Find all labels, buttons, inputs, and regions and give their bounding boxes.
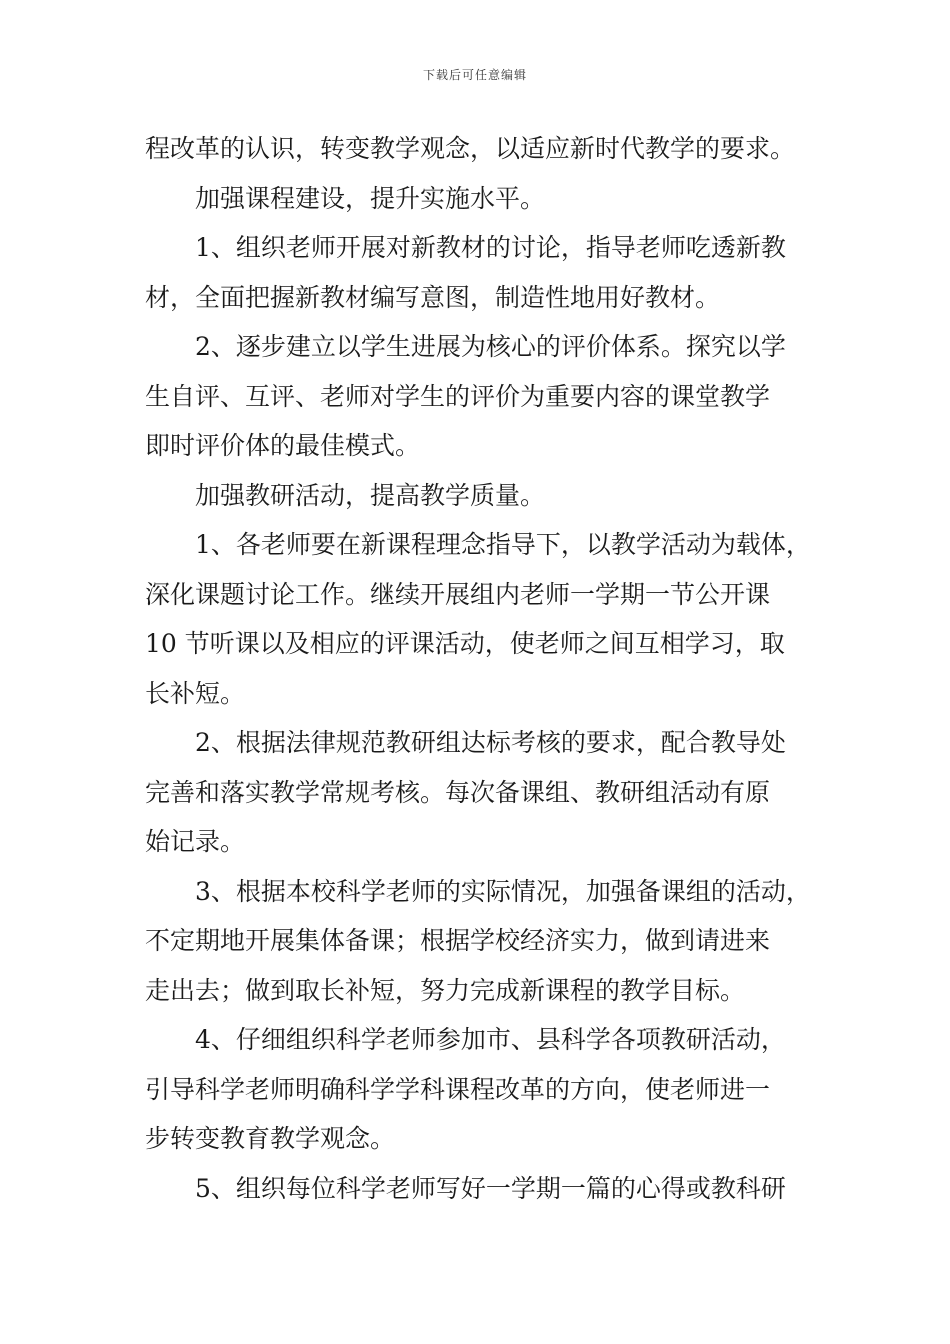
text-line: 不定期地开展集体备课；根据学校经济实力，做到请进来	[145, 926, 771, 955]
text-line: 加强课程建设，提升实施水平。	[195, 183, 546, 213]
text-line: 1、组织老师开展对新教材的讨论，指导老师吃透新教	[195, 233, 786, 262]
text-line: 即时评价体的最佳模式。	[145, 431, 421, 460]
text-line: 步转变教育教学观念。	[145, 1124, 396, 1153]
text-line: 程改革的认识，转变教学观念，以适应新时代教学的要求。	[145, 134, 796, 163]
text-line: 长补短。	[145, 678, 246, 708]
text-line: 5、组织每位科学老师写好一学期一篇的心得或教科研	[195, 1173, 786, 1203]
text-line: 1、各老师要在新课程理念指导下，以教学活动为载体，	[195, 530, 811, 559]
document-body	[145, 124, 810, 1213]
text-line: 完善和落实教学常规考核。每次备课组、教研组活动有原	[145, 777, 771, 807]
text-line: 始记录。	[145, 827, 246, 856]
text-line: 引导科学老师明确科学学科课程改革的方向，使老师进一	[145, 1074, 771, 1104]
text-line: 生自评、互评、老师对学生的评价为重要内容的课堂教学	[145, 381, 771, 411]
text-line: 深化课题讨论工作。继续开展组内老师一学期一节公开课	[145, 579, 771, 609]
text-line: 3、根据本校科学老师的实际情况，加强备课组的活动，	[195, 876, 811, 906]
text-line: 2、逐步建立以学生进展为核心的评价体系。探究以学	[195, 332, 786, 361]
text-line: 10 节听课以及相应的评课活动，使老师之间互相学习，取	[145, 629, 785, 658]
text-line: 4、仔细组织科学老师参加市、县科学各项教研活动，	[195, 1025, 786, 1054]
text-line: 材，全面把握新教材编写意图，制造性地用好教材。	[145, 282, 721, 312]
text-line: 2、根据法律规范教研组达标考核的要求，配合教导处	[195, 728, 786, 757]
text-line: 走出去；做到取长补短，努力完成新课程的教学目标。	[145, 975, 746, 1005]
text-line: 加强教研活动，提高教学质量。	[195, 480, 546, 510]
page-header: 下载后可任意编辑	[422, 68, 527, 82]
